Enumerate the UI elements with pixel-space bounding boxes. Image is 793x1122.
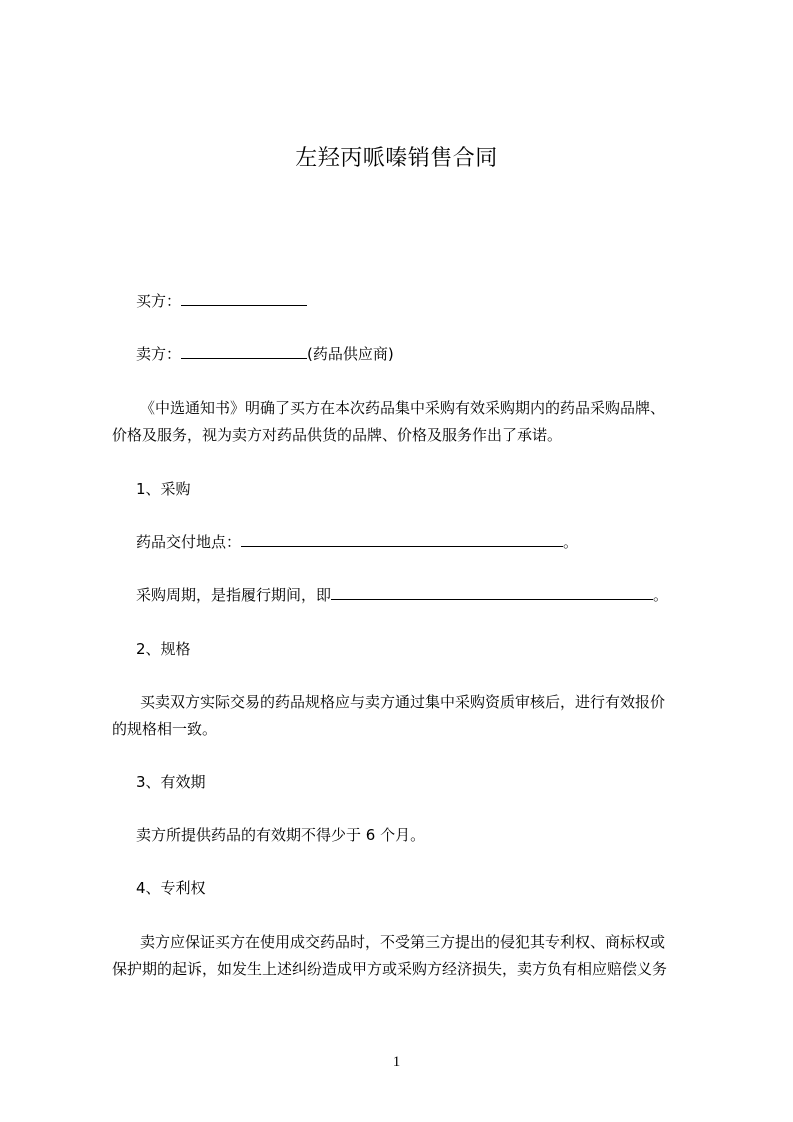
patent-line-2: 保护期的起诉，如发生上述纠纷造成甲方或采购方经济损失，卖方负有相应赔偿义务 [112,960,668,978]
seller-label: 卖方： [136,345,182,363]
seller-line [112,344,716,364]
spec-line-1: 买卖双方实际交易的药品规格应与卖方通过集中采购资质审核后，进行有效报价 [140,693,666,711]
buyer-label: 买方： [136,292,182,310]
buyer-blank [181,291,307,306]
buyer-line [112,291,716,311]
page-number: 1 [392,1054,401,1070]
section-2-heading: 2、规格 [136,640,191,658]
period-line [112,585,716,605]
spec-line-2: 的规格相一致。 [112,720,218,738]
document-title: 左羟丙哌嗪销售合同 [295,146,498,171]
delivery-blank [241,532,563,547]
seller-note: (药品供应商) [307,345,394,363]
validity-text: 卖方所提供药品的有效期不得少于 6 个月。 [136,826,426,844]
section-1-heading: 1、采购 [136,480,191,498]
period-label: 采购周期，是指履行期间，即 [136,586,332,604]
intro-line-1: 《中选通知书》明确了买方在本次药品集中采购有效采购期内的药品采购品牌、 [140,399,666,417]
delivery-line [112,532,716,552]
period-end: 。 [653,586,669,604]
patent-line-1: 卖方应保证买方在使用成交药品时，不受第三方提出的侵犯其专利权、商标权或 [140,933,666,951]
section-4-heading: 4、专利权 [136,879,206,897]
seller-blank [181,344,307,359]
section-3-heading: 3、有效期 [136,773,206,791]
period-blank [331,585,653,600]
intro-line-2: 价格及服务，视为卖方对药品供货的品牌、价格及服务作出了承诺。 [112,426,563,444]
delivery-label: 药品交付地点： [136,533,242,551]
delivery-end: 。 [563,533,579,551]
